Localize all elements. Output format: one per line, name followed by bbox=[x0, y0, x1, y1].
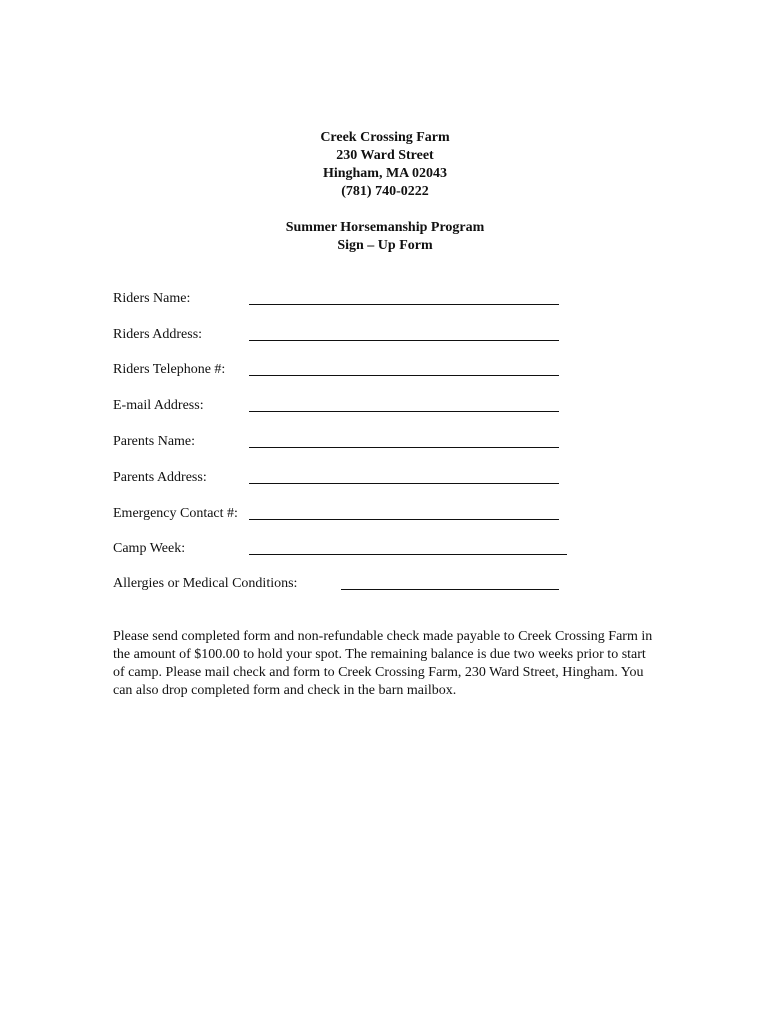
riders-telephone-field[interactable] bbox=[249, 375, 559, 376]
riders-telephone-label: Riders Telephone #: bbox=[113, 362, 226, 377]
email-address-field[interactable] bbox=[249, 411, 559, 412]
emergency-contact-field[interactable] bbox=[249, 519, 559, 520]
farm-city: Hingham, MA 02043 bbox=[322, 166, 448, 181]
form-title-header bbox=[0, 219, 770, 255]
farm-phone: (781) 740-0222 bbox=[341, 184, 429, 199]
camp-week-field[interactable] bbox=[249, 554, 567, 555]
riders-name-label: Riders Name: bbox=[113, 291, 191, 306]
program-name: Summer Horsemanship Program bbox=[285, 220, 485, 235]
farm-name: Creek Crossing Farm bbox=[320, 130, 450, 145]
riders-address-label: Riders Address: bbox=[113, 327, 203, 342]
farm-contact-header bbox=[0, 129, 770, 201]
instructions-paragraph: Please send completed form and non-refundable check made payable to Creek Crossing Farm in the amount of $100.00 to hold your spot. The remaining balance is due two weeks prior to start of camp. Please mail check and form to Creek Crossing Farm, 230 Ward Street, Hingham. You can also drop completed form and check in the barn mailbox. bbox=[113, 629, 653, 698]
allergies-field[interactable] bbox=[341, 589, 559, 590]
camp-week-label: Camp Week: bbox=[113, 541, 186, 556]
allergies-label: Allergies or Medical Conditions: bbox=[113, 576, 298, 591]
parents-name-label: Parents Name: bbox=[113, 434, 196, 449]
parents-address-label: Parents Address: bbox=[113, 470, 207, 485]
parents-name-field[interactable] bbox=[249, 447, 559, 448]
form-title: Sign – Up Form bbox=[337, 238, 433, 253]
email-address-label: E-mail Address: bbox=[113, 398, 204, 413]
emergency-contact-label: Emergency Contact #: bbox=[113, 506, 238, 521]
riders-address-field[interactable] bbox=[249, 340, 559, 341]
riders-name-field[interactable] bbox=[249, 304, 559, 305]
farm-street: 230 Ward Street bbox=[336, 148, 434, 163]
parents-address-field[interactable] bbox=[249, 483, 559, 484]
